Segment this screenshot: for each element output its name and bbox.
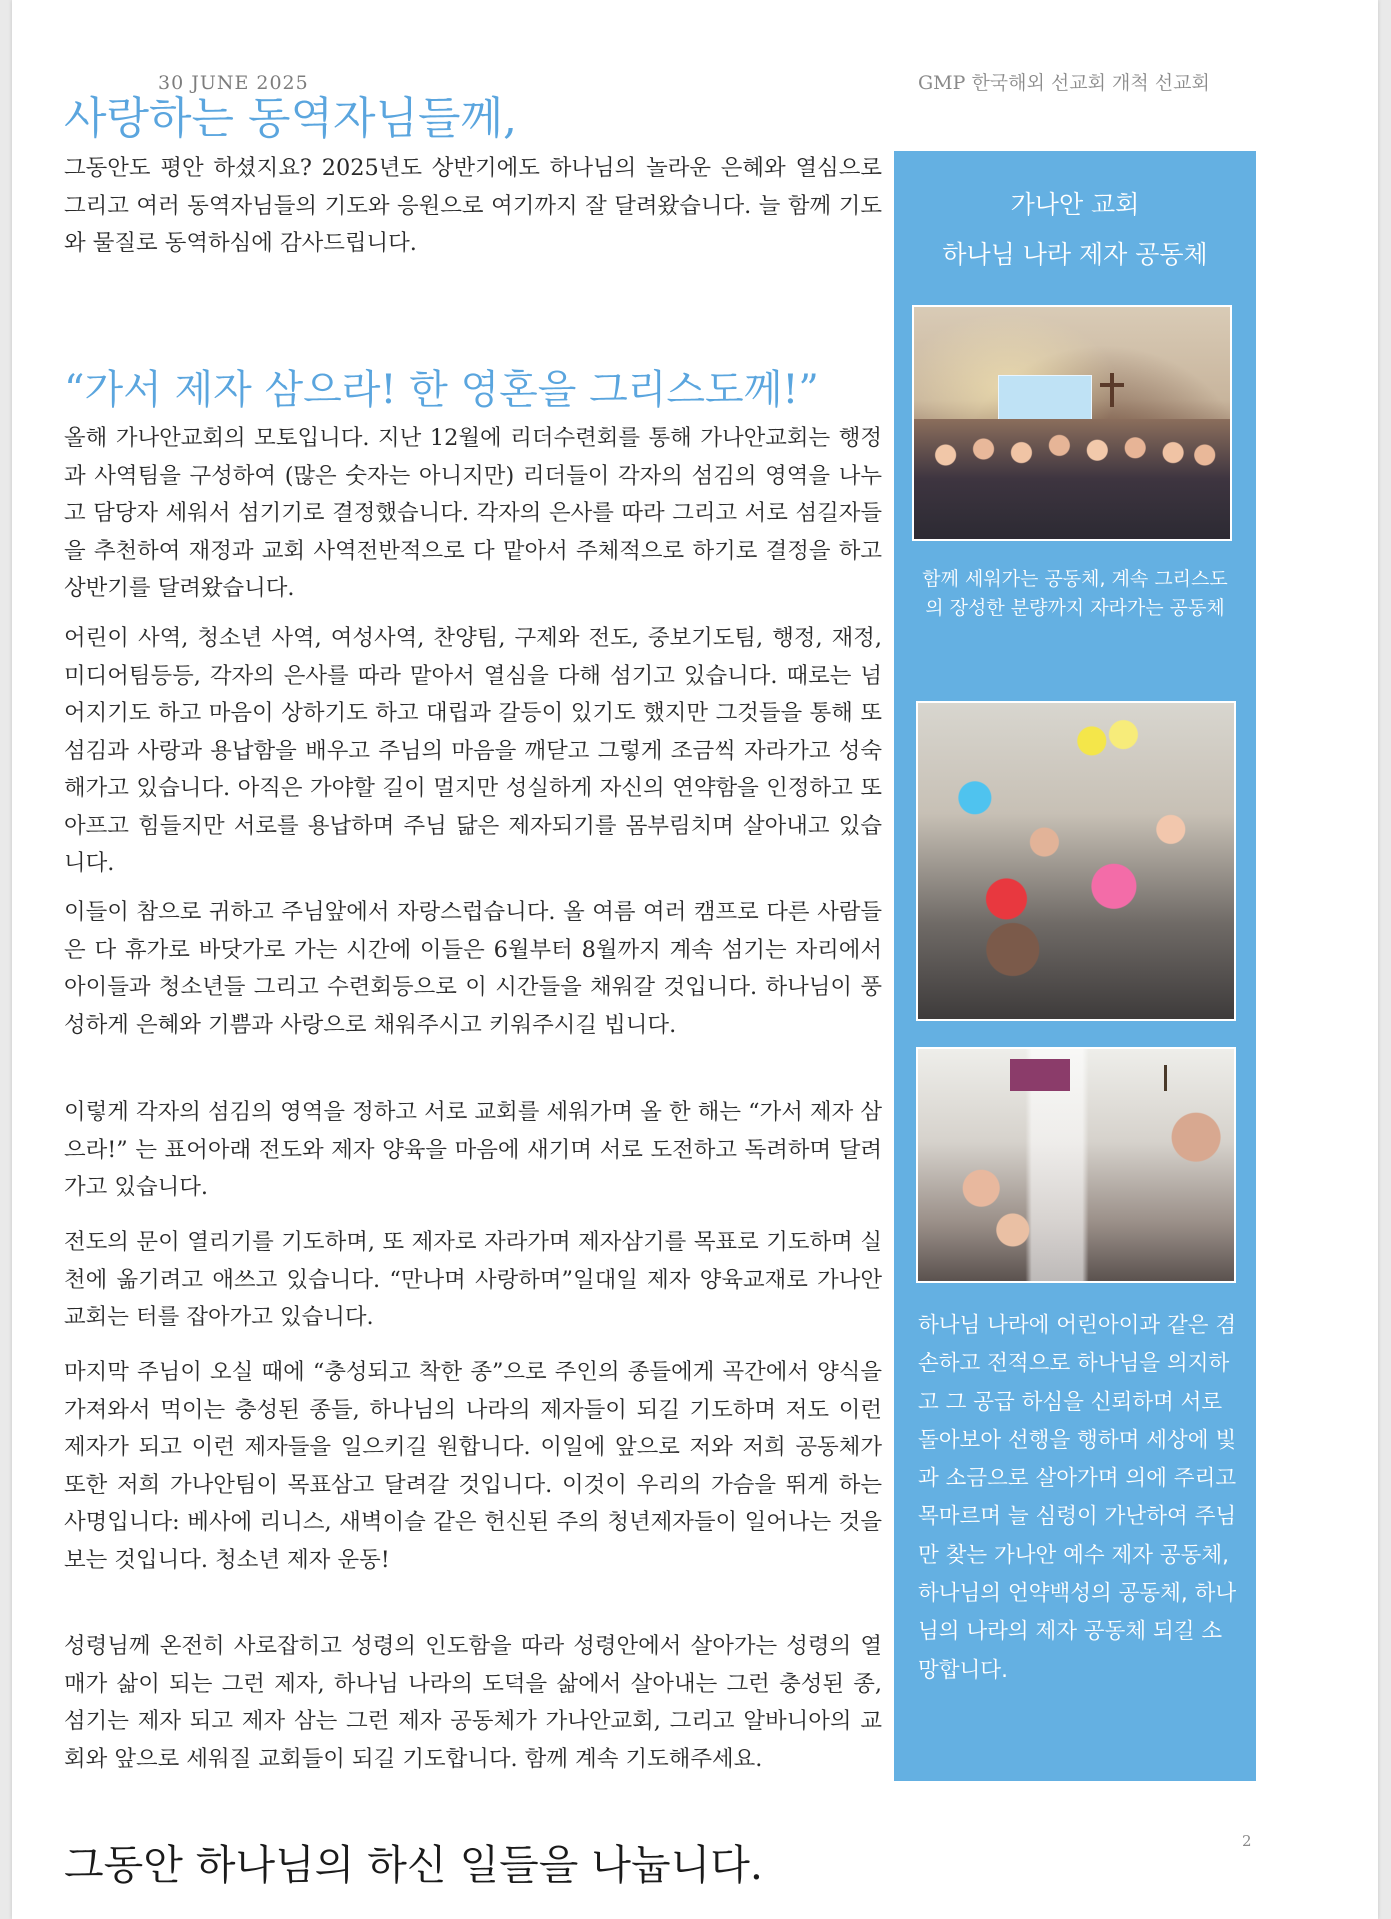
- children-balloon-photo: [916, 701, 1236, 1021]
- sidebar-title: 가나안 교회: [1010, 190, 1140, 219]
- body-block-2: [64, 620, 882, 883]
- intro-paragraph: 그동안도 평안 하셨지요? 2025년도 상반기에도 하나님의 놀라운 은혜와 열심으로 그리고 여러 동역자님들의 기도와 응원으로 여기까지 잘 달려왔습니다. 늘 함께 기도와 물질로 동역하심에 감사드립니다.: [64, 155, 882, 256]
- body-paragraph: 어린이 사역, 청소년 사역, 여성사역, 찬양팀, 구제와 전도, 중보기도팀, 행정, 재정, 미디어팀등등, 각자의 은사를 따라 맡아서 열심을 다해 섬기고 있습니다. 때로는 넘어지기도 하고 마음이 상하기도 하고 대립과 갈등이 있기도 했지만 그것들을 통해 또 섬김과 사랑과 용납함을 배우고 주님의 마음을 깨닫고 그렇게 조금씩 자라가고 성숙해가고 있습니다. 아직은 가야할 길이 멀지만 성실하게 자신의 연약함을 인정하고 또 아프고 힘들지만 서로를 용납하며 주님 닮은 제자되기를 몸부림치며 살아내고 있습니다.: [64, 625, 882, 876]
- group-of-people: [914, 419, 1230, 539]
- body-paragraph: 이렇게 각자의 섬김의 영역을 정하고 서로 교회를 세워가며 올 한 해는 “가서 제자 삼으라!” 는 표어아래 전도와 제자 양육을 마음에 새기며 서로 도전하고 독려하며 달려가고 있습니다.: [64, 1099, 882, 1200]
- body-paragraph: 마지막 주님이 오실 때에 “충성되고 착한 종”으로 주인의 종들에게 곡간에서 양식을 가져와서 먹이는 충성된 종들, 하나님의 나라의 제자들이 되길 기도하며 저도 이런 제자가 되고 이런 제자들을 일으키길 원합니다. 이일에 앞으로 저와 저희 공동체가 또한 저희 가나안팀이 목표삼고 달려갈 것입니다. 이것이 우리의 가슴을 뛰게 하는 사명입니다: 베사에 리니스, 새벽이슬 같은 헌신된 주의 청년제자들이 일어나는 것을 보는 것입니다. 청소년 제자 운동!: [64, 1359, 882, 1573]
- cross-bar: [1100, 383, 1124, 387]
- sidebar-caption-2: 하나님 나라에 어린아이과 같은 겸손하고 전적으로 하나님을 의지하고 그 공급 하심을 신뢰하며 서로 돌아보아 선행을 행하며 세상에 빛과 소금으로 살아가며 의에 주리고 목마르며 늘 심령이 가난하여 주님만 찾는 가나안 예수 제자 공동체, 하나님의 언약백성의 공동체, 하나님의 나라의 제자 공동체 되길 소망합니다.: [918, 1313, 1237, 1683]
- body-block-6: [64, 1354, 882, 1579]
- body-paragraph: 전도의 문이 열리기를 기도하며, 또 제자로 자라가며 제자삼기를 목표로 기도하며 실천에 옮기려고 애쓰고 있습니다. “만나며 사랑하며”일대일 제자 양육교재로 가나안교회는 터를 잡아가고 있습니다.: [64, 1229, 882, 1330]
- organization-header: GMP 한국해외 선교회 개척 선교회: [918, 72, 1210, 94]
- document-page: [12, 0, 1378, 1919]
- intro-block: [64, 150, 882, 263]
- body-paragraph: 올해 가나안교회의 모토입니다. 지난 12월에 리더수련회를 통해 가나안교회는 행정과 사역팀을 구성하여 (많은 숫자는 아니지만) 리더들이 각자의 섬김의 영역을 나누고 담당자 세워서 섬기기로 결정했습니다. 각자의 은사를 따라 그리고 서로 섬길자들을 추천하여 재정과 교회 사역전반적으로 다 맡아서 주체적으로 하기로 결정을 하고 상반기를 달려왔습니다.: [64, 425, 882, 601]
- sidebar-caption-1: 함께 세워가는 공동체, 계속 그리스도의 장성한 분량까지 자라가는 공동체: [922, 568, 1228, 619]
- page-number: 2: [1242, 1832, 1252, 1850]
- body-block-5: [64, 1224, 882, 1337]
- window-curtain: [1010, 1059, 1070, 1091]
- cross-icon: [1110, 373, 1114, 407]
- body-block-7: [64, 1628, 882, 1778]
- fellowship-dinner-photo: [916, 1047, 1236, 1283]
- closing-heading: 그동안 하나님의 하신 일들을 나눕니다.: [64, 1841, 763, 1889]
- greeting-heading: 사랑하는 동역자님들께,: [64, 93, 518, 144]
- body-paragraph: 성령님께 온전히 사로잡히고 성령의 인도함을 따라 성령안에서 살아가는 성령의 열매가 삶이 되는 그런 제자, 하나님 나라의 도덕을 삶에서 살아내는 그런 충성된 종, 섬기는 제자 되고 제자 삼는 그런 제자 공동체가 가나안교회, 그리고 알바니아의 교회와 앞으로 세워질 교회들이 되길 기도합니다. 함께 계속 기도해주세요.: [64, 1633, 882, 1772]
- body-block-4: [64, 1094, 882, 1207]
- letter-date: 30 JUNE 2025: [158, 72, 309, 94]
- motto-heading: “가서 제자 삼으라! 한 영혼을 그리스도께!”: [64, 367, 819, 413]
- projector-screen: [998, 375, 1092, 421]
- body-block-1: [64, 420, 882, 608]
- sidebar-subtitle: 하나님 나라 제자 공동체: [942, 240, 1208, 269]
- cross-icon: [1164, 1065, 1167, 1091]
- sidebar-panel: [894, 151, 1256, 1781]
- body-block-3: [64, 894, 882, 1044]
- church-group-photo: [912, 305, 1232, 541]
- body-paragraph: 이들이 참으로 귀하고 주님앞에서 자랑스럽습니다. 올 여름 여러 캠프로 다른 사람들은 다 휴가로 바닷가로 가는 시간에 이들은 6월부터 8월까지 계속 섬기는 자리에서 아이들과 청소년들 그리고 수련회등으로 이 시간들을 채워갈 것입니다. 하나님이 풍성하게 은혜와 기쁨과 사랑으로 채워주시고 키워주시길 빕니다.: [64, 899, 883, 1038]
